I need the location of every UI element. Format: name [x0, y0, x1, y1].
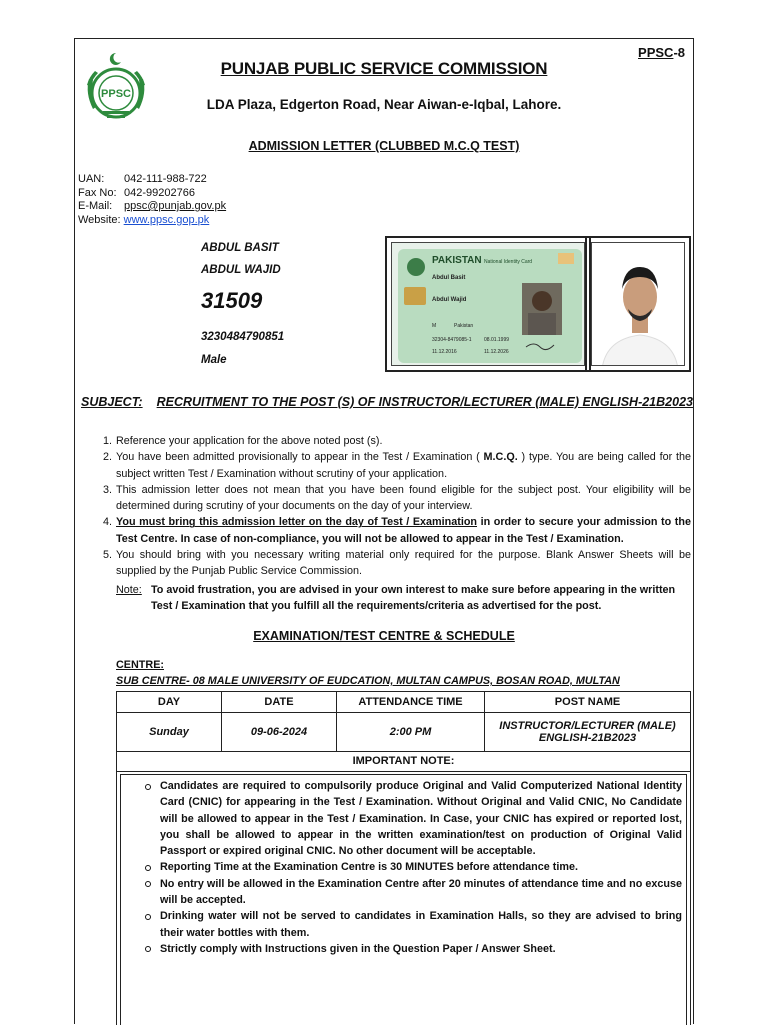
candidate-photo-icon: [592, 243, 685, 366]
cnic-card-image: [385, 236, 591, 372]
important-note-title: IMPORTANT NOTE:: [117, 752, 690, 772]
candidate-name: ABDUL BASIT: [201, 242, 279, 254]
svg-text:32304-8479085-1: 32304-8479085-1: [432, 337, 472, 343]
table-header-row: DAY DATE ATTENDANCE TIME POST NAME: [117, 692, 691, 713]
important-note-list: [134, 778, 682, 957]
date-cell: 09-06-2024: [222, 713, 337, 752]
note-block: Note: To avoid frustration, you are advised in your own interest to make sure before appearing in the written Test / Examination that you fulfill all the requirements/criteria as advertised for the post.: [116, 584, 676, 613]
subject-line: SUBJECT: RECRUITMENT TO THE POST (S) OF INSTRUCTOR/LECTURER (MALE) ENGLISH-21B2023: [81, 395, 693, 409]
org-title: PUNJAB PUBLIC SERVICE COMMISSION: [220, 59, 548, 78]
cnic-number: 3230484790851: [201, 331, 285, 343]
candidate-photo: [585, 236, 691, 372]
bullet-icon: [145, 946, 151, 952]
list-item: 2. You have been admitted provisionally to appear in the Test / Examination ( M.C.Q. ) type. You are being called for the subject written Test / Examination without scrutiny of your application.: [103, 451, 692, 480]
list-item: 4. You must bring this admission letter on the day of Test / Examination in order to secure your admission to the Test Centre. In case of non-compliance, you will not be allowed to appear in the Test / Examination.: [103, 516, 691, 545]
fax-value: 042-99202766: [124, 186, 195, 199]
bullet-icon: [145, 784, 151, 790]
org-address: LDA Plaza, Edgerton Road, Near Aiwan-e-Iqbal, Lahore.: [206, 97, 562, 112]
instruction-list: [103, 433, 691, 580]
admission-letter-page: [74, 38, 694, 1024]
svg-text:11.12.2026: 11.12.2026: [484, 349, 509, 355]
letter-title: ADMISSION LETTER (CLUBBED M.C.Q TEST): [248, 139, 520, 153]
svg-text:PPSC: PPSC: [101, 88, 131, 100]
schedule-table: [116, 691, 691, 752]
email-value: ppsc@punjab.gov.pk: [124, 200, 227, 212]
contact-block: UAN: 042-111-988-722 Fax No: 042-99202766 E-Mail: ppsc@punjab.gov.pk Website: www.ppsc.gop.pk: [78, 173, 227, 226]
svg-text:M: M: [432, 323, 437, 329]
subject-text: RECRUITMENT TO THE POST (S) OF INSTRUCTOR/LECTURER (MALE) ENGLISH-21B2023: [156, 395, 693, 409]
list-item: Reporting Time at the Examination Centre is 30 MINUTES before attendance time.: [134, 859, 682, 875]
list-item: Strictly comply with Instructions given in the Question Paper / Answer Sheet.: [134, 941, 682, 957]
roll-number: 31509: [201, 288, 263, 313]
svg-text:11.12.2016: 11.12.2016: [432, 349, 457, 355]
cnic-card-icon: [392, 243, 585, 366]
form-code: PPSC-8: [638, 45, 685, 60]
list-item: 3. This admission letter does not mean that you have been found eligible for the subject post. Your eligibility will be determined during scrutiny of your documents on the day of your interview.: [103, 483, 691, 513]
time-cell: 2:00 PM: [337, 713, 485, 752]
important-note-box: [116, 751, 691, 1025]
centre-value: SUB CENTRE- 08 MALE UNIVERSITY OF EUDCATION, MULTAN CAMPUS, BOSAN ROAD, MULTAN: [116, 675, 620, 687]
day-cell: Sunday: [117, 713, 222, 752]
bullet-icon: [145, 865, 151, 871]
bullet-icon: [145, 914, 151, 920]
svg-text:Pakistan: Pakistan: [454, 323, 474, 329]
uan-value: 042-111-988-722: [124, 173, 207, 185]
list-item: No entry will be allowed in the Examination Centre after 20 minutes of attendance time and no excuse will be accepted.: [134, 876, 682, 909]
schedule-title: EXAMINATION/TEST CENTRE & SCHEDULE: [253, 629, 515, 643]
list-item: 5. You should bring with you necessary writing material only required for the purpose. Blank Answer Sheets will be supplied by the Punjab Public Service Commission.: [103, 549, 691, 578]
father-name: ABDUL WAJID: [201, 264, 281, 276]
list-item: Candidates are required to compulsorily produce Original and Valid Computerized National Identity Card (CNIC) for appearing in the Test / Examination. Without Original and Valid CNIC, No Candidate will be allowed to appear in the Test / Examination. In Case, your CNIC has expired or reported lost, you shall be allowed to appear in the written examination/test on production of Original Valid Passport or expired original CNIC. No other document will be acceptable.: [134, 778, 682, 859]
svg-text:PAKISTAN: PAKISTAN: [432, 255, 482, 266]
candidate-details: [75, 240, 375, 370]
website-link[interactable]: www.ppsc.gop.pk: [123, 213, 210, 226]
bullet-icon: [145, 881, 151, 887]
centre-label: CENTRE:: [116, 659, 164, 671]
svg-text:08.01.1999: 08.01.1999: [484, 337, 510, 343]
post-cell: INSTRUCTOR/LECTURER (MALE) ENGLISH-21B2023: [485, 713, 691, 752]
list-item: Drinking water will not be served to candidates in Examination Halls, so they are advised to bring their water bottles with them.: [134, 908, 682, 941]
svg-text:National Identity Card: National Identity Card: [484, 259, 533, 265]
svg-text:Abdul Wajid: Abdul Wajid: [432, 297, 467, 303]
table-row: [117, 713, 691, 752]
gender: Male: [201, 354, 227, 366]
svg-text:Abdul Basit: Abdul Basit: [432, 275, 466, 281]
list-item: 1. Reference your application for the above noted post (s).: [103, 435, 383, 447]
